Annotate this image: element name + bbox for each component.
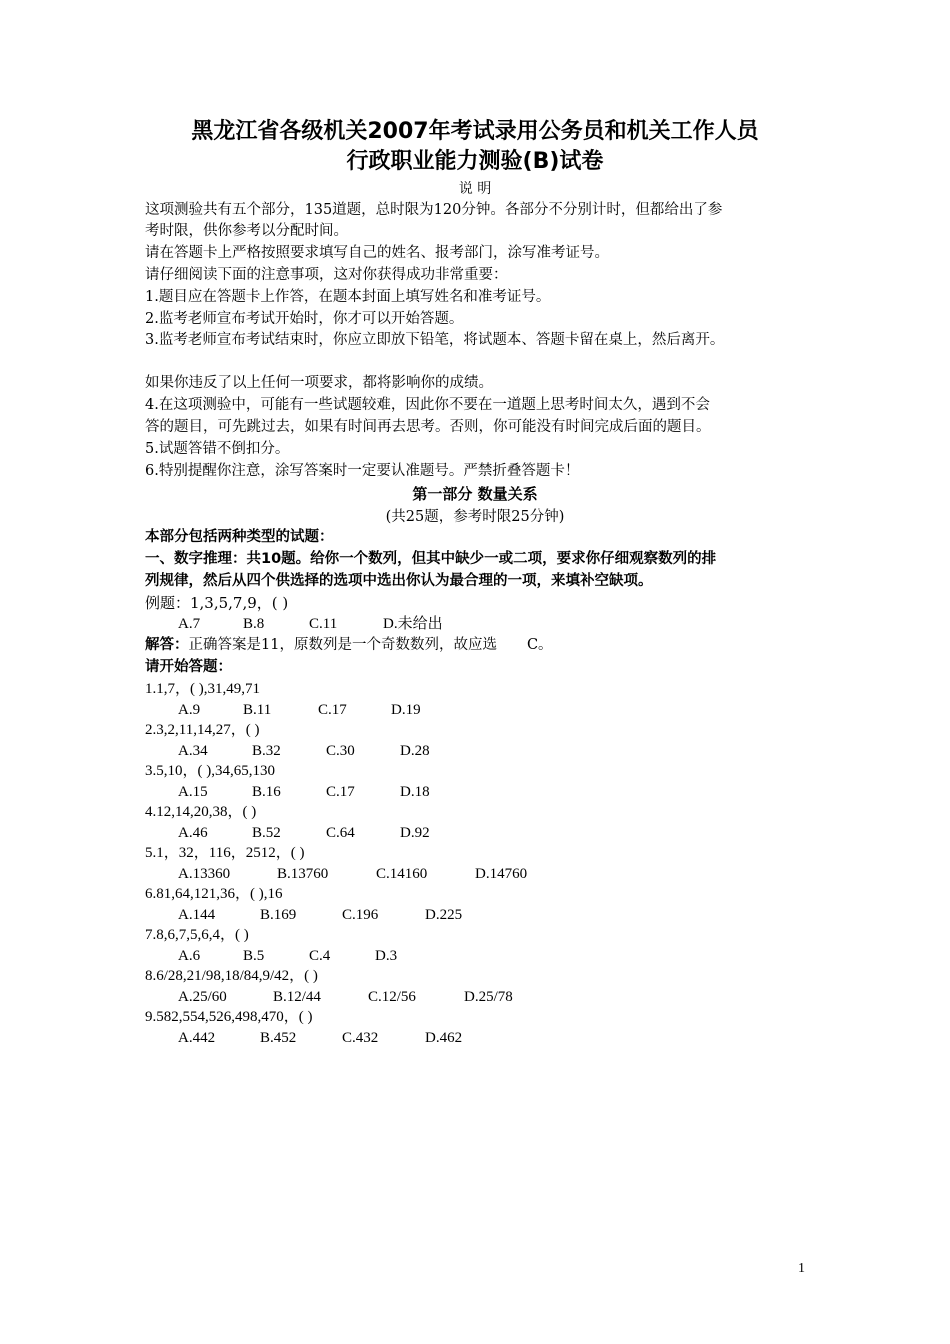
question-option: A.442 — [178, 1030, 216, 1046]
question-9: 9.582,554,526,498,470，( ) — [145, 1009, 313, 1025]
instruction-line: 6.特别提醒你注意，涂写答案时一定要认准题号。严禁折叠答题卡！ — [145, 463, 580, 479]
question-1: 1.1,7，( ),31,49,71 — [145, 681, 260, 697]
question-option: B.32 — [252, 743, 281, 759]
question-option: D.19 — [391, 702, 421, 718]
question-option: C.12/56 — [368, 989, 416, 1005]
question-option: C.432 — [342, 1030, 379, 1046]
question-option: B.13760 — [277, 866, 329, 882]
instruction-line: 考时限，供你参考以分配时间。 — [145, 223, 348, 239]
document-title-line1: 黑龙江省各级机关2007年考试录用公务员和机关工作人员 — [191, 119, 759, 144]
question-option: A.46 — [178, 825, 208, 841]
question-option: C.64 — [326, 825, 355, 841]
question-option: A.13360 — [178, 866, 231, 882]
question-option: C.17 — [326, 784, 355, 800]
question-option: A.9 — [178, 702, 201, 718]
question-option: A.144 — [178, 907, 216, 923]
part1-intro: 本部分包括两种类型的试题： — [145, 529, 334, 545]
example-option: B.8 — [243, 616, 265, 632]
question-7: 7.8,6,7,5,6,4，( ) — [145, 927, 249, 943]
question-option: C.4 — [309, 948, 331, 964]
question-option: D.92 — [400, 825, 430, 841]
instruction-line: 2.监考老师宣布考试开始时，你才可以开始答题。 — [145, 311, 464, 327]
question-option: A.6 — [178, 948, 201, 964]
question-option: D.14760 — [475, 866, 528, 882]
part1-heading: 第一部分 数量关系 — [412, 485, 538, 503]
question-option: A.34 — [178, 743, 208, 759]
instruction-line: 请在答题卡上严格按照要求填写自己的姓名、报考部门，涂写准考证号。 — [145, 245, 609, 261]
question-8: 8.6/28,21/98,18/84,9/42，( ) — [145, 968, 318, 984]
question-option: C.17 — [318, 702, 347, 718]
question-option: D.18 — [400, 784, 430, 800]
section1-description-line1: 一、数字推理：共10题。给你一个数列，但其中缺少一或二项，要求你仔细观察数列的排 — [145, 551, 717, 567]
instruction-line: 1.题目应在答题卡上作答，在题本封面上填写姓名和准考证号。 — [145, 289, 551, 305]
question-2: 2.3,2,11,14,27，( ) — [145, 722, 260, 738]
example-option: C.11 — [309, 616, 338, 632]
part1-subheading: (共25题，参考时限25分钟) — [385, 509, 565, 525]
question-option: B.16 — [252, 784, 281, 800]
question-option: D.462 — [425, 1030, 463, 1046]
question-option: C.14160 — [376, 866, 428, 882]
example-answer — [145, 635, 553, 656]
question-option: C.30 — [326, 743, 355, 759]
question-3: 3.5,10，( ),34,65,130 — [145, 763, 275, 779]
instruction-line: 4.在这项测验中，可能有一些试题较难，因此你不要在一道题上思考时间太久，遇到不会 — [145, 397, 710, 413]
example-option: A.7 — [178, 616, 201, 632]
instruction-line: 请仔细阅读下面的注意事项，这对你获得成功非常重要： — [145, 267, 508, 283]
instruction-line: 3.监考老师宣布考试结束时，你应立即放下铅笔，将试题本、答题卡留在桌上，然后离开。 — [145, 332, 725, 348]
document-title-line2: 行政职业能力测验(B)试卷 — [346, 149, 604, 174]
section1-description-line2: 列规律，然后从四个供选择的选项中选出你认为最合理的一项，来填补空缺项。 — [145, 573, 653, 589]
example-option: D.未给出 — [383, 616, 443, 632]
question-option: B.11 — [243, 702, 272, 718]
question-option: C.196 — [342, 907, 379, 923]
question-option: A.15 — [178, 784, 208, 800]
question-option: B.52 — [252, 825, 281, 841]
question-option: B.452 — [260, 1030, 297, 1046]
question-option: B.12/44 — [273, 989, 321, 1005]
instructions-heading: 说 明 — [458, 181, 492, 197]
example-question: 例题：1,3,5,7,9，( ) — [145, 594, 289, 612]
question-5: 5.1，32，116，2512，( ) — [145, 845, 305, 861]
answer-text: 正确答案是11，原数列是一个奇数数列，故应选 — [188, 637, 497, 653]
question-option: D.225 — [425, 907, 463, 923]
question-option: B.169 — [260, 907, 297, 923]
start-prompt: 请开始答题： — [145, 659, 232, 675]
question-option: A.25/60 — [178, 989, 227, 1005]
instruction-line: 这项测验共有五个部分，135道题，总时限为120分钟。各部分不分别计时，但都给出了参 — [145, 202, 723, 218]
question-option: D.3 — [375, 948, 398, 964]
answer-choice: C。 — [526, 637, 553, 653]
page-number: 1 — [798, 1261, 805, 1276]
question-option: D.25/78 — [464, 989, 513, 1005]
instruction-line: 5.试题答错不倒扣分。 — [145, 441, 290, 457]
answer-label: 解答： — [145, 637, 189, 653]
question-option: B.5 — [243, 948, 265, 964]
instruction-line: 答的题目，可先跳过去，如果有时间再去思考。否则，你可能没有时间完成后面的题目。 — [145, 419, 711, 435]
instruction-line: 如果你违反了以上任何一项要求，都将影响你的成绩。 — [145, 375, 493, 391]
question-4: 4.12,14,20,38，( ) — [145, 804, 257, 820]
question-6: 6.81,64,121,36，( ),16 — [145, 886, 283, 902]
question-option: D.28 — [400, 743, 430, 759]
